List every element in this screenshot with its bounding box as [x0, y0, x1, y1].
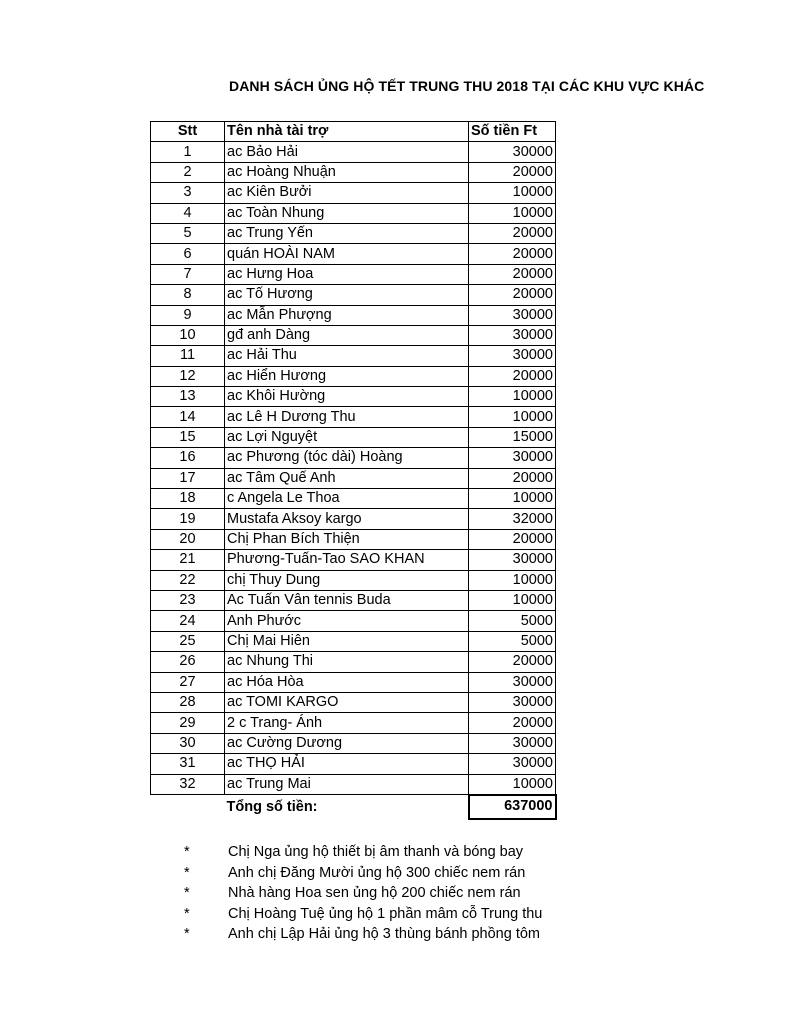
note-text: Anh chị Lập Hải ủng hộ 3 thùng bánh phồng tôm: [228, 926, 540, 943]
table-row: [151, 489, 556, 509]
table-row: [151, 366, 556, 386]
total-value: 637000: [469, 795, 556, 819]
row-donor-name: ac Nhung Thi: [225, 652, 469, 672]
row-donor-name: quán HOÀI NAM: [225, 244, 469, 264]
note-item: [180, 924, 542, 945]
row-donor-name: ac Tố Hương: [225, 285, 469, 305]
row-amount: 30000: [469, 448, 556, 468]
row-donor-name: ac Lợi Nguyệt: [225, 427, 469, 447]
note-text: Chị Hoàng Tuệ ủng hộ 1 phần mâm cỗ Trung thu: [228, 905, 543, 922]
row-donor-name: ac Khôi Hường: [225, 387, 469, 407]
header-stt: Stt: [151, 122, 225, 142]
row-donor-name: ac Toàn Nhung: [225, 203, 469, 223]
row-amount: 20000: [469, 162, 556, 182]
row-amount: 20000: [469, 223, 556, 243]
note-bullet: *: [184, 926, 190, 943]
row-stt: 17: [151, 468, 225, 488]
row-stt: 29: [151, 713, 225, 733]
row-stt: 20: [151, 529, 225, 549]
row-stt: 13: [151, 387, 225, 407]
row-amount: 20000: [469, 366, 556, 386]
note-text: Nhà hàng Hoa sen ủng hộ 200 chiếc nem rán: [228, 885, 521, 902]
row-donor-name: ac Cường Dương: [225, 733, 469, 753]
table-row: [151, 509, 556, 529]
table-row: [151, 590, 556, 610]
row-donor-name: ac Hóa Hòa: [225, 672, 469, 692]
row-donor-name: chị Thuy Dung: [225, 570, 469, 590]
row-amount: 5000: [469, 611, 556, 631]
row-stt: 14: [151, 407, 225, 427]
row-donor-name: Phương-Tuấn-Tao SAO KHAN: [225, 550, 469, 570]
row-stt: 19: [151, 509, 225, 529]
row-donor-name: Chị Mai Hiên: [225, 631, 469, 651]
row-amount: 10000: [469, 570, 556, 590]
row-donor-name: ac Mẫn Phượng: [225, 305, 469, 325]
row-donor-name: 2 c Trang- Ánh: [225, 713, 469, 733]
row-stt: 5: [151, 223, 225, 243]
row-amount: 20000: [469, 468, 556, 488]
row-amount: 10000: [469, 387, 556, 407]
table-row: [151, 692, 556, 712]
total-spacer: [151, 795, 225, 819]
table-row: [151, 468, 556, 488]
row-amount: 15000: [469, 427, 556, 447]
table-row: [151, 264, 556, 284]
row-donor-name: Ac Tuấn Vân tennis Buda: [225, 590, 469, 610]
row-donor-name: ac Hải Thu: [225, 346, 469, 366]
row-stt: 30: [151, 733, 225, 753]
row-donor-name: ac Bảo Hải: [225, 142, 469, 162]
row-stt: 24: [151, 611, 225, 631]
row-stt: 8: [151, 285, 225, 305]
table-row: [151, 325, 556, 345]
row-amount: 20000: [469, 713, 556, 733]
note-bullet: *: [184, 864, 190, 881]
table-row: [151, 387, 556, 407]
note-item: [180, 863, 542, 884]
row-donor-name: ac Tâm Quế Anh: [225, 468, 469, 488]
donor-rows: [151, 142, 556, 795]
table-row: [151, 427, 556, 447]
table-row: [151, 733, 556, 753]
row-amount: 30000: [469, 754, 556, 774]
row-donor-name: ac Hiển Hương: [225, 366, 469, 386]
row-amount: 30000: [469, 672, 556, 692]
table-row: [151, 223, 556, 243]
table-row: [151, 183, 556, 203]
row-stt: 10: [151, 325, 225, 345]
table-row: [151, 244, 556, 264]
table-row: [151, 285, 556, 305]
table-row: [151, 652, 556, 672]
table-row: [151, 162, 556, 182]
table-row: [151, 672, 556, 692]
row-donor-name: c Angela Le Thoa: [225, 489, 469, 509]
note-item: [180, 904, 542, 925]
row-stt: 25: [151, 631, 225, 651]
row-stt: 28: [151, 692, 225, 712]
row-amount: 20000: [469, 529, 556, 549]
header-amount: Số tiền Ft: [469, 122, 556, 142]
row-donor-name: ac TOMI KARGO: [225, 692, 469, 712]
row-amount: 30000: [469, 550, 556, 570]
row-amount: 32000: [469, 509, 556, 529]
row-amount: 10000: [469, 590, 556, 610]
row-amount: 30000: [469, 142, 556, 162]
note-text: Anh chị Đăng Mười ủng hộ 300 chiếc nem rán: [228, 864, 526, 881]
row-amount: 30000: [469, 325, 556, 345]
table-row: [151, 611, 556, 631]
row-amount: 10000: [469, 203, 556, 223]
row-amount: 5000: [469, 631, 556, 651]
table-row: [151, 142, 556, 162]
table-row: [151, 346, 556, 366]
table-row: [151, 774, 556, 795]
row-donor-name: Chị Phan Bích Thiện: [225, 529, 469, 549]
row-stt: 16: [151, 448, 225, 468]
donor-table: [150, 121, 557, 820]
row-donor-name: gđ anh Dàng: [225, 325, 469, 345]
note-bullet: *: [184, 844, 190, 860]
row-amount: 20000: [469, 264, 556, 284]
table-row: [151, 305, 556, 325]
row-donor-name: ac THỌ HẢI: [225, 754, 469, 774]
row-amount: 30000: [469, 692, 556, 712]
row-amount: 10000: [469, 183, 556, 203]
total-row: [151, 795, 556, 819]
total-label: Tổng số tiền:: [226, 798, 318, 815]
note-item: [180, 842, 542, 863]
row-amount: 30000: [469, 305, 556, 325]
row-donor-name: ac Hưng Hoa: [225, 264, 469, 284]
note-text: Chị Nga ủng hộ thiết bị âm thanh và bóng bay: [228, 844, 524, 860]
row-stt: 2: [151, 162, 225, 182]
row-stt: 1: [151, 142, 225, 162]
row-donor-name: ac Hoàng Nhuận: [225, 162, 469, 182]
row-stt: 12: [151, 366, 225, 386]
row-amount: 20000: [469, 285, 556, 305]
row-amount: 20000: [469, 652, 556, 672]
document-title: DANH SÁCH ỦNG HỘ TẾT TRUNG THU 2018 TẠI CÁC KHU VỰC KHÁC: [229, 78, 705, 94]
note-bullet: *: [184, 885, 190, 902]
table-row: [151, 407, 556, 427]
row-stt: 27: [151, 672, 225, 692]
table-row: [151, 448, 556, 468]
table-row: [151, 631, 556, 651]
row-stt: 11: [151, 346, 225, 366]
row-donor-name: ac Trung Mai: [225, 774, 469, 795]
row-stt: 7: [151, 264, 225, 284]
row-stt: 3: [151, 183, 225, 203]
row-stt: 9: [151, 305, 225, 325]
table-row: [151, 754, 556, 774]
row-donor-name: ac Phương (tóc dài) Hoàng: [225, 448, 469, 468]
row-stt: 4: [151, 203, 225, 223]
row-stt: 22: [151, 570, 225, 590]
row-donor-name: ac Kiên Bưởi: [225, 183, 469, 203]
row-donor-name: ac Lê H Dương Thu: [225, 407, 469, 427]
row-stt: 26: [151, 652, 225, 672]
table-row: [151, 203, 556, 223]
row-donor-name: Mustafa Aksoy kargo: [225, 509, 469, 529]
row-stt: 15: [151, 427, 225, 447]
row-stt: 32: [151, 774, 225, 795]
row-donor-name: Anh Phước: [225, 611, 469, 631]
row-amount: 10000: [469, 774, 556, 795]
row-amount: 20000: [469, 244, 556, 264]
row-amount: 10000: [469, 407, 556, 427]
table-row: [151, 529, 556, 549]
table-row: [151, 713, 556, 733]
table-row: [151, 570, 556, 590]
note-bullet: *: [184, 905, 190, 922]
row-stt: 31: [151, 754, 225, 774]
row-donor-name: ac Trung Yến: [225, 223, 469, 243]
row-stt: 18: [151, 489, 225, 509]
row-stt: 6: [151, 244, 225, 264]
header-donor-name: Tên nhà tài trợ: [225, 122, 469, 142]
row-stt: 21: [151, 550, 225, 570]
row-amount: 10000: [469, 489, 556, 509]
note-item: [180, 883, 542, 904]
row-amount: 30000: [469, 346, 556, 366]
notes-list: [180, 842, 542, 945]
table-header-row: [151, 122, 556, 142]
row-amount: 30000: [469, 733, 556, 753]
row-stt: 23: [151, 590, 225, 610]
table-row: [151, 550, 556, 570]
